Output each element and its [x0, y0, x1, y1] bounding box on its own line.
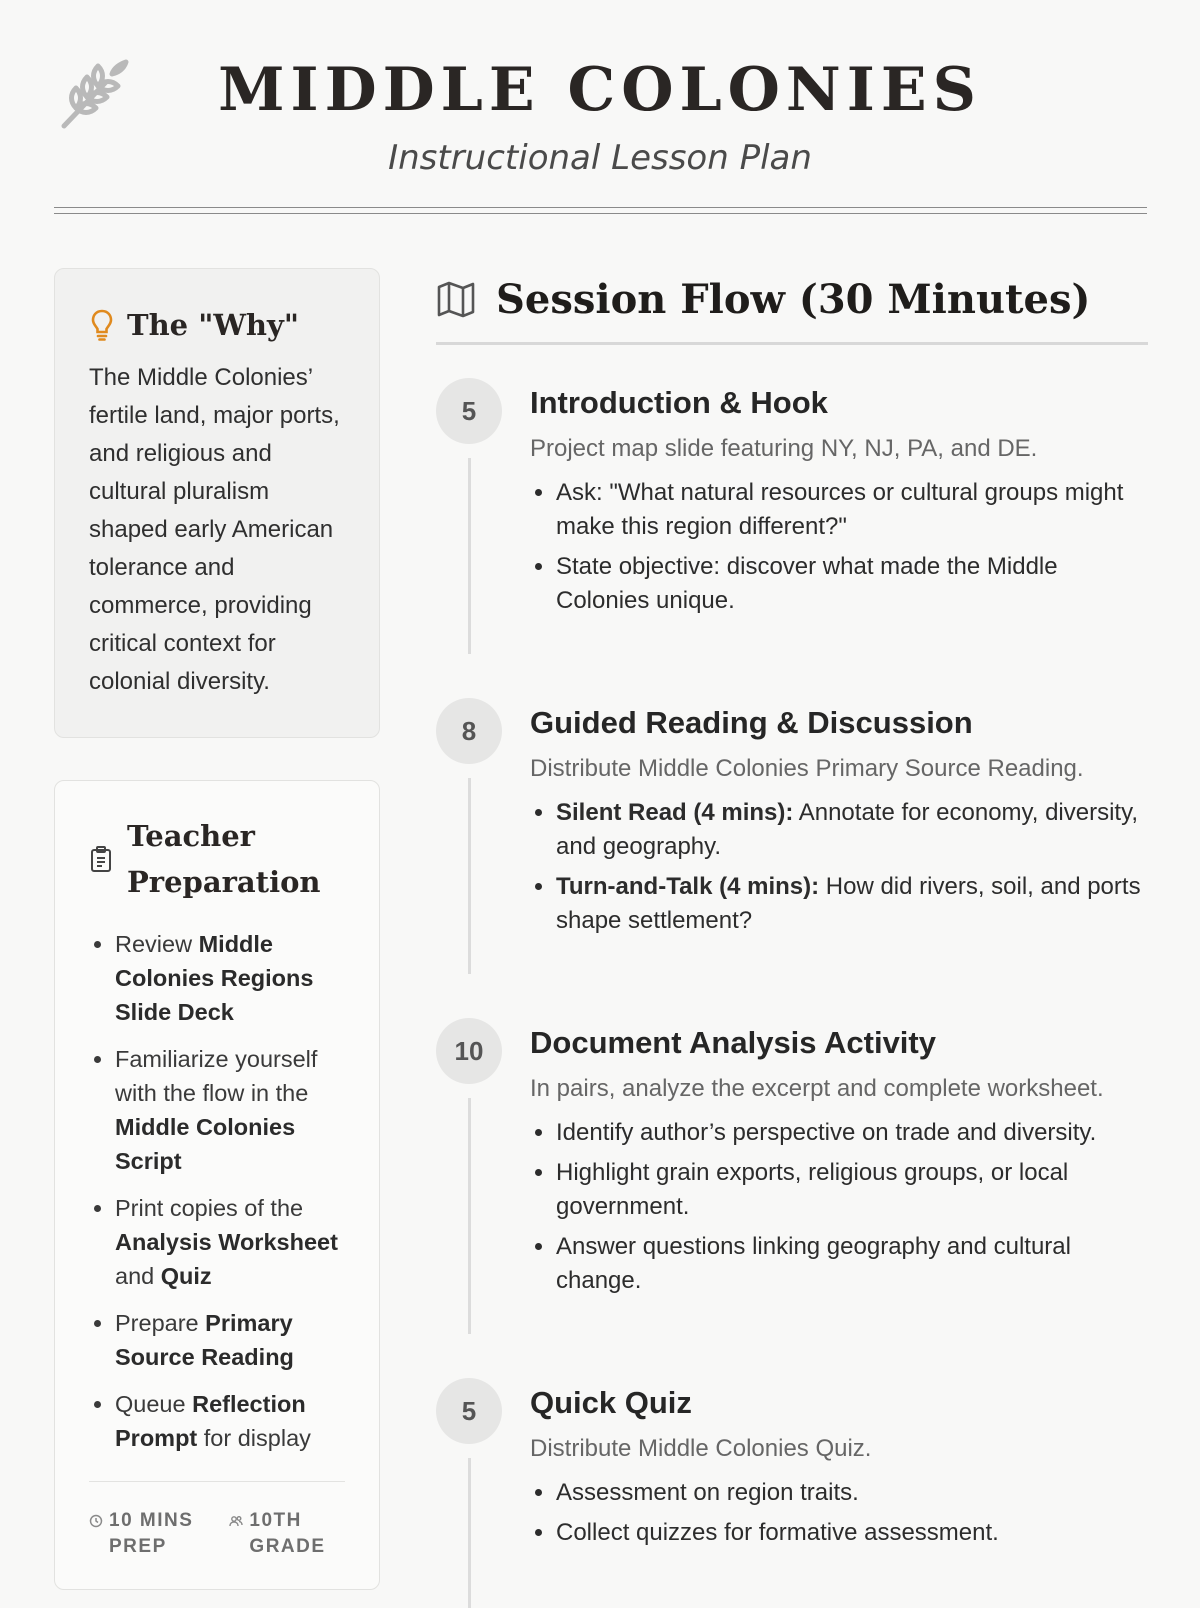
- why-card: [54, 268, 380, 738]
- step-item: • Identify author’s perspective on trade and diversity.: [556, 1116, 1148, 1150]
- prep-list: [89, 927, 345, 1455]
- step-minutes-badge: 8: [436, 698, 502, 764]
- prep-item: • Prepare Primary Source Reading: [115, 1306, 345, 1374]
- step-list: [530, 476, 1148, 618]
- clock-icon: [89, 1514, 103, 1528]
- step-description: In pairs, analyze the excerpt and complete worksheet.: [530, 1075, 1104, 1102]
- teacher-prep-card: [54, 780, 380, 1590]
- page-header: [0, 48, 1200, 180]
- prep-time-label: PREP: [109, 1536, 167, 1557]
- step-item: • Assessment on region traits.: [556, 1476, 1148, 1510]
- step-list: [530, 796, 1148, 938]
- map-icon: [436, 279, 476, 319]
- prep-item: • Familiarize yourself with the flow in the Middle Colonies Script: [115, 1042, 345, 1178]
- lightbulb-icon: [89, 308, 115, 342]
- step-minutes-badge: 5: [436, 1378, 502, 1444]
- why-text: The Middle Colonies’ fertile land, major ports, and religious and cultural pluralism shaped early American tolerance and commerce, providing critical context for colonial diversity.: [89, 364, 340, 695]
- step-list: [530, 1476, 1148, 1550]
- why-title: The "Why": [127, 308, 299, 342]
- step-minutes-badge: 10: [436, 1018, 502, 1084]
- page-subtitle: Instructional Lesson Plan: [388, 138, 812, 178]
- users-icon: [229, 1514, 243, 1528]
- prep-time: [89, 1508, 193, 1560]
- grade-label: GRADE: [249, 1536, 326, 1557]
- step-item: • State objective: discover what made the Middle Colonies unique.: [556, 550, 1148, 618]
- prep-title: Teacher Preparation: [127, 819, 321, 899]
- prep-meta: [89, 1508, 345, 1560]
- clipboard-icon: [89, 845, 113, 873]
- step-item: • Turn-and-Talk (4 mins): How did rivers, soil, and ports shape settlement?: [556, 870, 1148, 938]
- timeline-connector: [468, 778, 471, 974]
- step-item: • Ask: "What natural resources or cultural groups might make this region different?": [556, 476, 1148, 544]
- step-list: [530, 1116, 1148, 1298]
- step-item: • Answer questions linking geography and cultural change.: [556, 1230, 1148, 1298]
- grade-value: 10TH: [249, 1510, 302, 1531]
- prep-divider: [89, 1481, 345, 1482]
- step-item: • Collect quizzes for formative assessment.: [556, 1516, 1148, 1550]
- prep-item: • Queue Reflection Prompt for display: [115, 1387, 345, 1455]
- step-minutes-badge: 5: [436, 378, 502, 444]
- header-divider: [54, 207, 1147, 214]
- grade-level: [229, 1508, 325, 1560]
- step-title: Quick Quiz: [530, 1385, 692, 1420]
- step-description: Distribute Middle Colonies Quiz.: [530, 1435, 872, 1462]
- timeline-connector: [468, 1458, 471, 1608]
- prep-item: • Review Middle Colonies Regions Slide Deck: [115, 927, 345, 1029]
- step-title: Guided Reading & Discussion: [530, 705, 973, 740]
- step-title: Introduction & Hook: [530, 385, 828, 420]
- step-title: Document Analysis Activity: [530, 1025, 936, 1060]
- timeline-connector: [468, 1098, 471, 1334]
- step-description: Distribute Middle Colonies Primary Source Reading.: [530, 755, 1084, 782]
- timeline-connector: [468, 458, 471, 654]
- session-title: Session Flow (30 Minutes): [496, 275, 1091, 323]
- prep-item: • Print copies of the Analysis Worksheet and Quiz: [115, 1191, 345, 1293]
- step-description: Project map slide featuring NY, NJ, PA, and DE.: [530, 435, 1038, 462]
- page-title: MIDDLE COLONIES: [218, 55, 982, 125]
- prep-time-value: 10 MINS: [109, 1510, 194, 1531]
- step-item: • Highlight grain exports, religious groups, or local government.: [556, 1156, 1148, 1224]
- session-flow: [436, 268, 1148, 1546]
- step-item: • Silent Read (4 mins): Annotate for economy, diversity, and geography.: [556, 796, 1148, 864]
